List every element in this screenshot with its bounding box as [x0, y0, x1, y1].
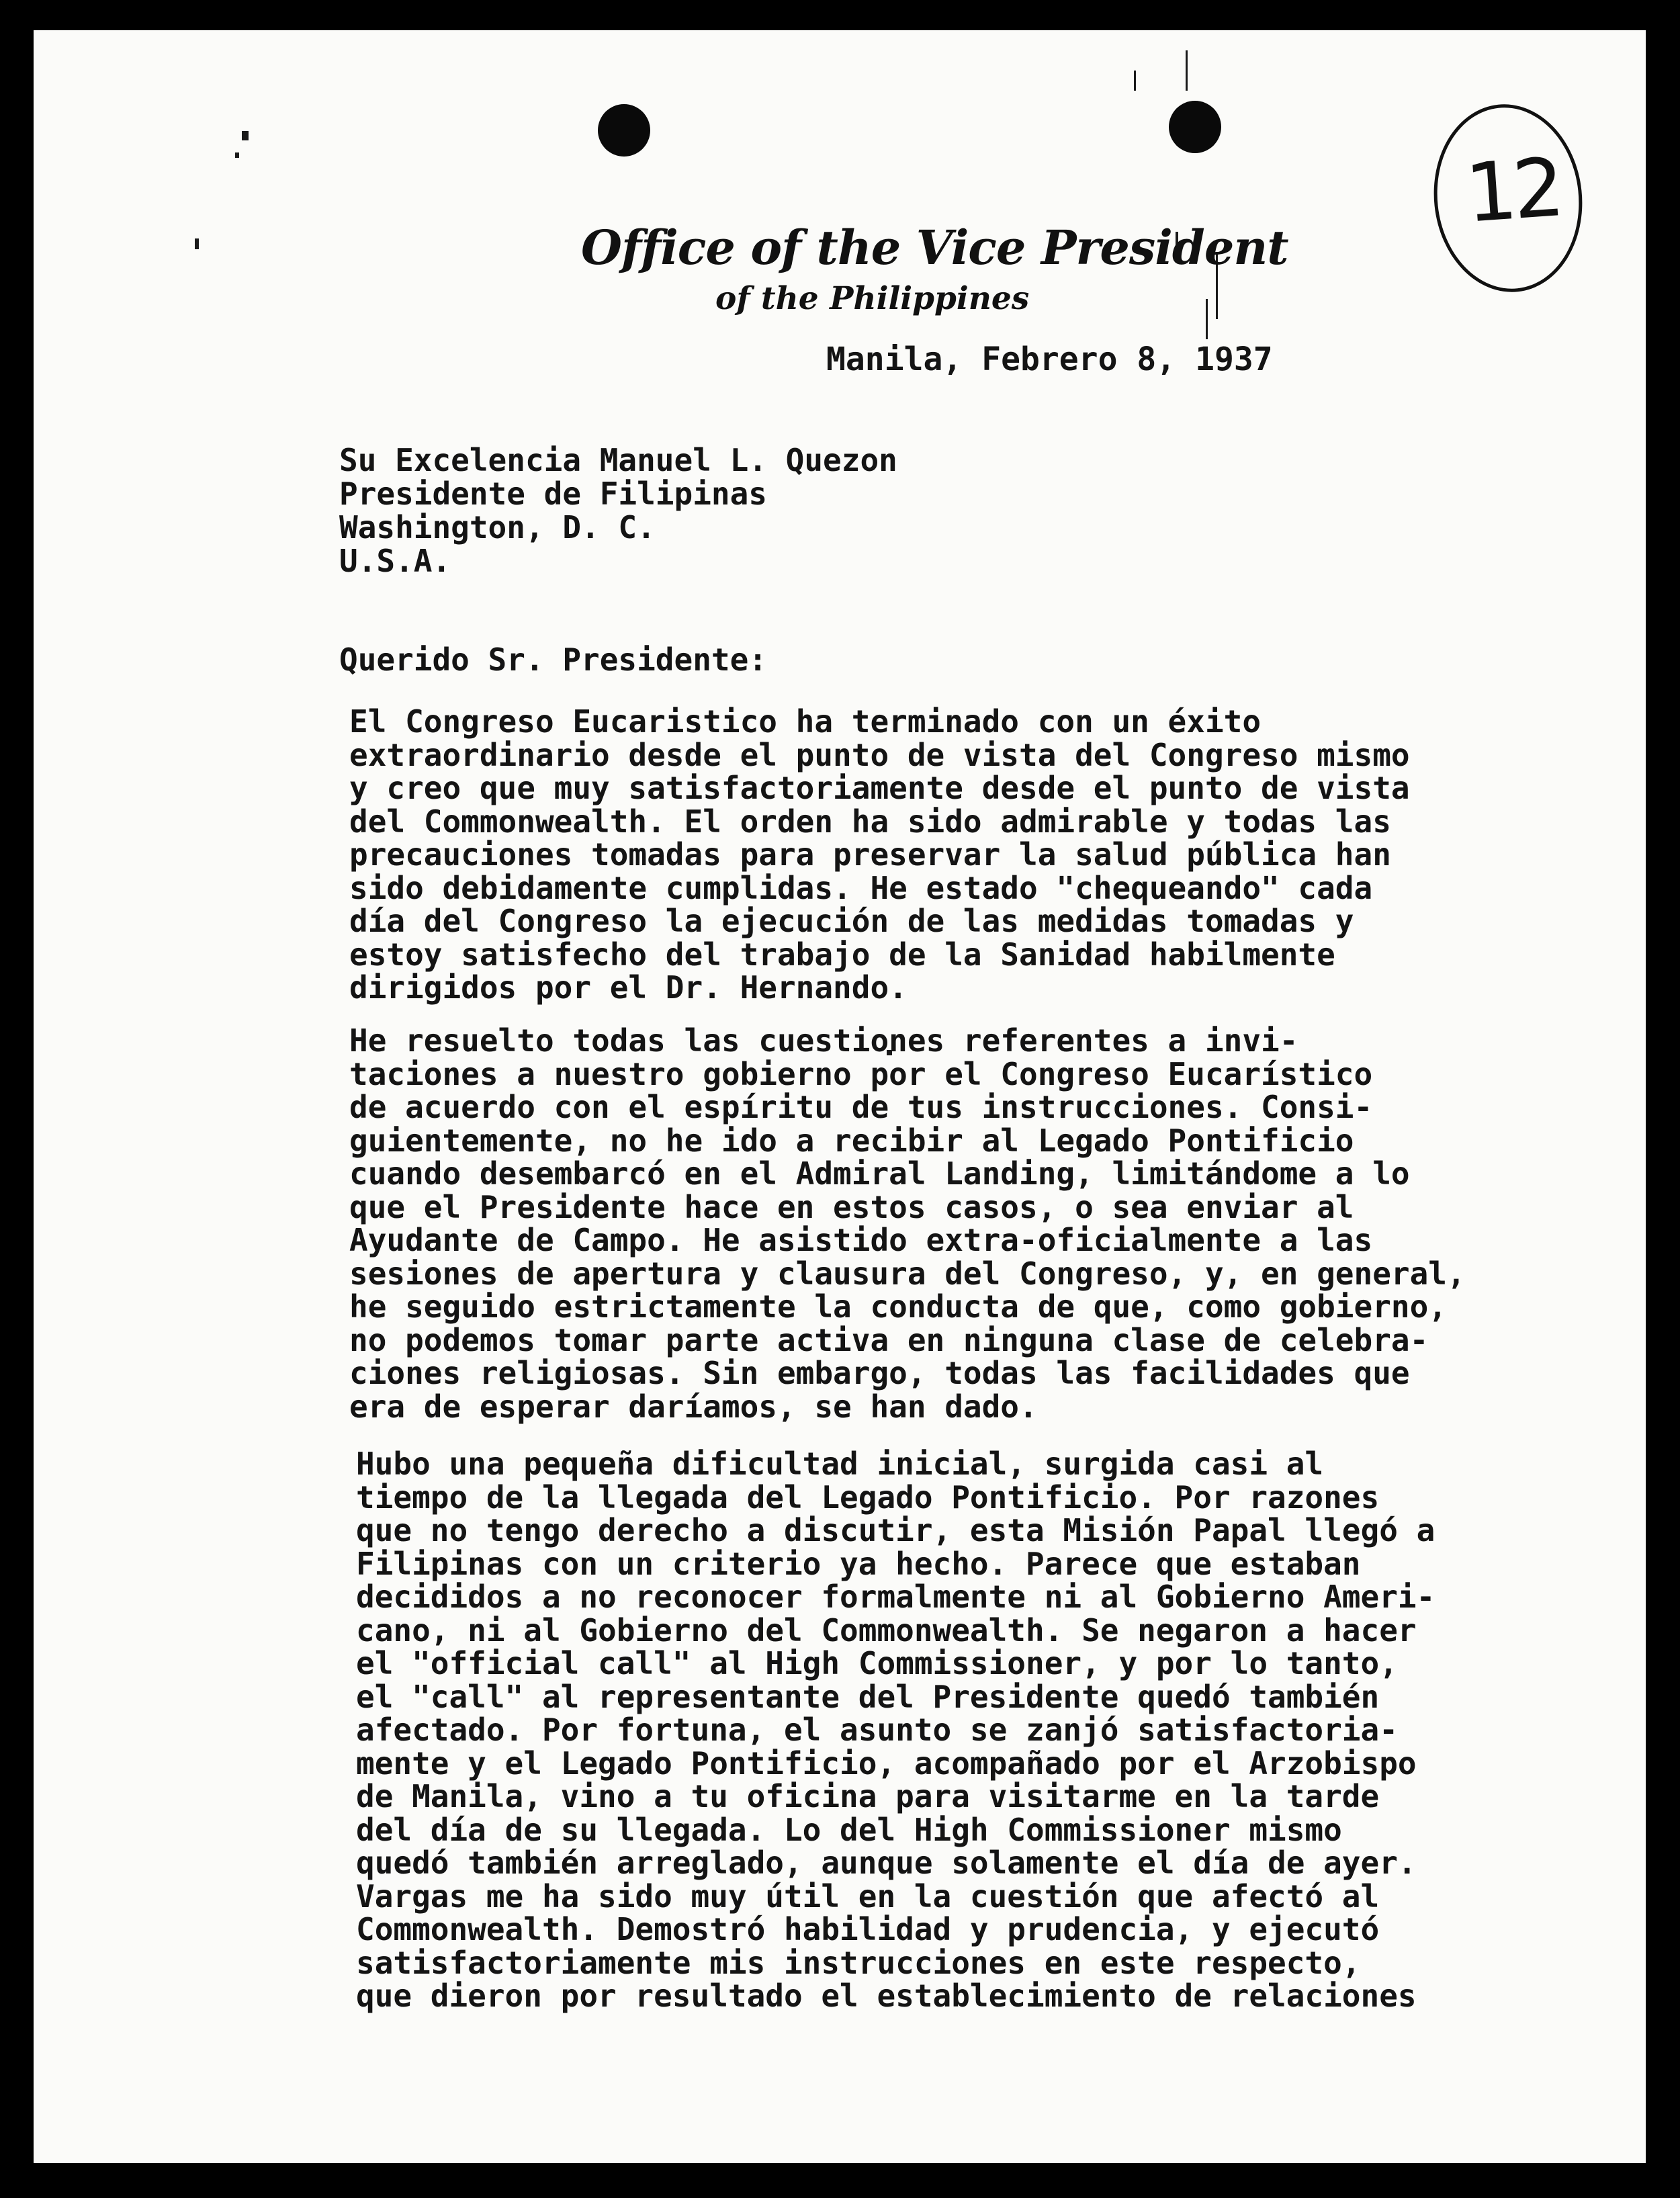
punch-hole-left [598, 104, 650, 157]
text-line: ciones religiosas. Sin embargo, todas las facilidades que [349, 1355, 1410, 1391]
speck [1206, 299, 1208, 339]
text-line: sesiones de apertura y clausura del Congreso, y, en general, [349, 1255, 1466, 1292]
speck [195, 238, 199, 249]
text-line: era de esperar daríamos, se han dado. [349, 1388, 1038, 1425]
text-line: del Commonwealth. El orden ha sido admirable y todas las [349, 803, 1391, 840]
text-line: afectado. Por fortuna, el asunto se zanjó satisfactoria- [356, 1712, 1398, 1748]
text-line: taciones a nuestro gobierno por el Congreso Eucarístico [349, 1055, 1373, 1092]
text-line: no podemos tomar parte activa en ninguna clase de celebra- [349, 1321, 1429, 1358]
speck [242, 131, 249, 140]
text-line: mente y el Legado Pontificio, acompañado por el Arzobispo [356, 1745, 1417, 1782]
recipient-line: U.S.A. [339, 543, 451, 579]
text-line: precauciones tomadas para preservar la salud pública han [349, 836, 1391, 873]
text-line: que no tengo derecho a discutir, esta Misión Papal llegó a [356, 1512, 1435, 1548]
text-line: del día de su llegada. Lo del High Commissioner mismo [356, 1811, 1342, 1848]
punch-hole-right [1169, 101, 1221, 153]
text-line: Vargas me ha sido muy útil en la cuestión que afectó al [356, 1878, 1380, 1915]
paragraph-3 [356, 1448, 1435, 2013]
text-line: El Congreso Eucaristico ha terminado con un éxito [349, 703, 1262, 740]
text-line: que dieron por resultado el establecimiento de relaciones [356, 1978, 1417, 2014]
text-line: de Manila, vino a tu oficina para visitarme en la tarde [356, 1778, 1380, 1814]
text-line: Filipinas con un criterio ya hecho. Parece que estaban [356, 1545, 1361, 1582]
salutation: Querido Sr. Presidente: [339, 642, 767, 678]
speck [1186, 50, 1188, 91]
speck [1134, 71, 1136, 91]
text-line: cuando desembarcó en el Admiral Landing, limitándome a lo [349, 1155, 1410, 1192]
paragraph-1 [349, 705, 1410, 1005]
text-line: estoy satisfecho del trabajo de la Sanidad habilmente [349, 936, 1335, 973]
text-line: extraordinario desde el punto de vista del Congreso mismo [349, 736, 1410, 773]
text-line: Hubo una pequeña dificultad inicial, surgida casi al [356, 1446, 1324, 1482]
text-line: satisfactoriamente mis instrucciones en este respecto, [356, 1944, 1361, 1981]
letterhead-subtitle: of the Philippines [715, 280, 1030, 317]
paragraph-2 [349, 1024, 1466, 1423]
letter-page [34, 30, 1646, 2163]
text-line: que el Presidente hace en estos casos, o sea enviar al [349, 1188, 1354, 1225]
text-line: cano, ni al Gobierno del Commonwealth. Se negaron a hacer [356, 1612, 1417, 1648]
text-line: sido debidamente cumplidas. He estado "chequeando" cada [349, 869, 1373, 906]
text-line: de acuerdo con el espíritu de tus instrucciones. Consi- [349, 1089, 1373, 1125]
text-line: dirigidos por el Dr. Hernando. [349, 969, 908, 1006]
text-line: tiempo de la llegada del Legado Pontificio. Por razones [356, 1479, 1380, 1515]
recipient-line: Su Excelencia Manuel L. Quezon [339, 442, 897, 478]
speck [235, 152, 239, 158]
text-line: He resuelto todas las cuestiones referentes a invi- [349, 1022, 1298, 1059]
text-line: y creo que muy satisfactoriamente desde el punto de vista [349, 770, 1410, 806]
recipient-block [339, 443, 897, 578]
text-line: guientemente, no he ido a recibir al Legado Pontificio [349, 1122, 1354, 1159]
text-line: decididos a no reconocer formalmente ni al Gobierno Ameri- [356, 1579, 1435, 1615]
recipient-line: Presidente de Filipinas [339, 476, 767, 512]
letterhead-title: Office of the Vice President [581, 220, 1288, 275]
text-line: día del Congreso la ejecución de las medidas tomadas y [349, 903, 1354, 939]
text-line: el "call" al representante del Presidente quedó también [356, 1678, 1380, 1715]
text-line: he seguido estrictamente la conducta de que, como gobierno, [349, 1288, 1447, 1325]
recipient-line: Washington, D. C. [339, 509, 656, 545]
text-line: Ayudante de Campo. He asistido extra-oficialmente a las [349, 1222, 1373, 1258]
text-line: quedó también arreglado, aunque solamente el día de ayer. [356, 1845, 1417, 1881]
text-line: el "official call" al High Commissioner, y por lo tanto, [356, 1645, 1398, 1681]
text-line: Commonwealth. Demostró habilidad y prudencia, y ejecutó [356, 1911, 1380, 1947]
date-line: Manila, Febrero 8, 1937 [826, 341, 1273, 378]
page-number: 12 [1462, 141, 1564, 241]
